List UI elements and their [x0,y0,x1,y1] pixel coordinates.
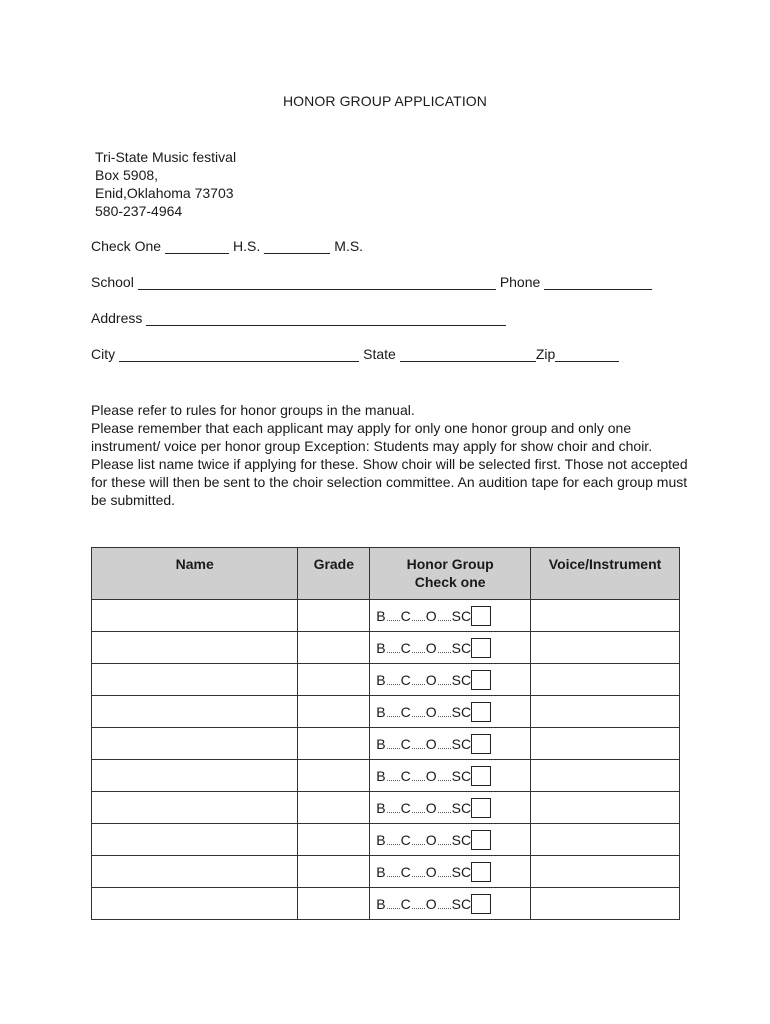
grade-cell[interactable] [298,856,370,888]
address-field[interactable] [146,313,506,326]
option-c-blank[interactable] [412,610,425,621]
table-row [92,888,680,920]
option-o-blank[interactable] [438,610,451,621]
option-c-label: C [400,735,411,752]
option-b-blank[interactable] [387,642,400,653]
table-row [92,760,680,792]
grade-cell[interactable] [298,632,370,664]
option-b-blank[interactable] [387,610,400,621]
grade-cell[interactable] [298,728,370,760]
option-b-label: B [376,703,386,720]
option-sc-checkbox[interactable] [471,798,491,818]
grade-cell[interactable] [298,888,370,920]
option-b-label: B [376,799,386,816]
instructions [91,401,691,509]
option-c-label: C [400,799,411,816]
honor-group-options [370,664,530,695]
address-label: Address [91,310,143,326]
option-sc-checkbox[interactable] [471,830,491,850]
option-o-label: O [425,831,437,848]
option-c-blank[interactable] [412,770,425,781]
option-o-label: O [425,799,437,816]
phone-label: Phone [499,274,541,290]
voice-instrument-cell[interactable] [531,824,680,856]
table-row [92,856,680,888]
option-o-blank[interactable] [438,738,451,749]
option-b-blank[interactable] [387,802,400,813]
option-c-label: C [400,863,411,880]
name-cell[interactable] [92,824,298,856]
page-title: HONOR GROUP APPLICATION [282,93,488,109]
option-sc-label: SC [451,831,472,848]
option-b-blank[interactable] [387,898,400,909]
header-honor-group-line1: Honor Group [406,556,494,572]
zip-label: Zip [535,346,556,362]
table-body [92,600,680,920]
option-b-blank[interactable] [387,770,400,781]
grade-cell[interactable] [298,760,370,792]
honor-group-options [370,824,530,855]
option-b-label: B [376,895,386,912]
name-cell[interactable] [92,728,298,760]
option-c-label: C [400,607,411,624]
option-c-label: C [400,831,411,848]
instructions-line-1: Please refer to rules for honor groups in the manual. [91,402,415,418]
voice-instrument-cell[interactable] [531,760,680,792]
option-c-blank[interactable] [412,802,425,813]
zip-field[interactable] [555,349,619,362]
option-c-blank[interactable] [412,866,425,877]
honor-group-cell [370,728,531,760]
school-row [91,274,656,290]
option-c-label: C [400,895,411,912]
table-row [92,696,680,728]
table-row [92,728,680,760]
honor-group-cell [370,824,531,856]
honor-group-cell [370,664,531,696]
option-o-blank[interactable] [438,770,451,781]
honor-group-cell [370,696,531,728]
address-line-1: Tri-State Music festival [95,149,237,165]
ms-blank[interactable] [264,241,330,254]
option-sc-checkbox[interactable] [471,606,491,626]
voice-instrument-cell[interactable] [531,728,680,760]
state-label: State [363,346,396,362]
table-row [92,664,680,696]
header-voice-instrument: Voice/Instrument [531,548,680,600]
honor-group-options [370,600,530,631]
applicant-table [91,547,680,920]
option-sc-checkbox[interactable] [471,638,491,658]
option-sc-label: SC [451,799,472,816]
voice-instrument-cell[interactable] [531,888,680,920]
table-row [92,792,680,824]
address-line-2: Box 5908, [95,167,159,183]
option-b-blank[interactable] [387,706,400,717]
option-b-blank[interactable] [387,738,400,749]
name-cell[interactable] [92,856,298,888]
option-c-blank[interactable] [412,834,425,845]
honor-group-cell [370,600,531,632]
table-row [92,600,680,632]
name-cell[interactable] [92,760,298,792]
option-sc-label: SC [451,671,472,688]
option-o-label: O [425,735,437,752]
name-cell[interactable] [92,792,298,824]
option-c-label: C [400,639,411,656]
option-b-label: B [376,607,386,624]
option-sc-label: SC [451,863,472,880]
voice-instrument-cell[interactable] [531,792,680,824]
option-o-blank[interactable] [438,898,451,909]
check-one-label: Check One [91,238,162,254]
name-cell[interactable] [92,664,298,696]
honor-group-options [370,792,530,823]
option-o-blank[interactable] [438,706,451,717]
option-o-blank[interactable] [438,802,451,813]
option-sc-label: SC [451,895,472,912]
voice-instrument-cell[interactable] [531,856,680,888]
option-b-blank[interactable] [387,866,400,877]
name-cell[interactable] [92,696,298,728]
option-o-label: O [425,863,437,880]
option-o-blank[interactable] [438,674,451,685]
organizer-address [95,148,236,220]
honor-group-options [370,856,530,887]
address-line-3: Enid,Oklahoma 73703 [95,185,234,201]
hs-label: H.S. [233,238,261,254]
option-b-label: B [376,639,386,656]
option-c-blank[interactable] [412,674,425,685]
voice-instrument-cell[interactable] [531,632,680,664]
voice-instrument-cell[interactable] [531,600,680,632]
address-line-4: 580-237-4964 [95,203,183,219]
voice-instrument-cell[interactable] [531,696,680,728]
option-b-label: B [376,735,386,752]
option-o-label: O [425,639,437,656]
honor-group-cell [370,856,531,888]
option-sc-label: SC [451,735,472,752]
honor-group-cell [370,888,531,920]
table-header-row [92,548,680,600]
option-b-blank[interactable] [387,834,400,845]
option-b-label: B [376,831,386,848]
grade-cell[interactable] [298,792,370,824]
option-o-label: O [425,767,437,784]
option-c-label: C [400,671,411,688]
option-c-blank[interactable] [412,642,425,653]
option-c-blank[interactable] [412,738,425,749]
option-o-label: O [425,671,437,688]
option-c-blank[interactable] [412,706,425,717]
phone-field[interactable] [544,277,652,290]
option-b-label: B [376,767,386,784]
option-c-blank[interactable] [412,898,425,909]
option-b-label: B [376,863,386,880]
option-sc-label: SC [451,767,472,784]
option-o-label: O [425,703,437,720]
option-sc-checkbox[interactable] [471,702,491,722]
table-row [92,824,680,856]
option-o-label: O [425,895,437,912]
city-field[interactable] [119,349,359,362]
hs-blank[interactable] [165,241,229,254]
grade-cell[interactable] [298,600,370,632]
name-cell[interactable] [92,632,298,664]
option-o-blank[interactable] [438,834,451,845]
option-sc-label: SC [451,639,472,656]
option-o-label: O [425,607,437,624]
voice-instrument-cell[interactable] [531,664,680,696]
option-sc-checkbox[interactable] [471,766,491,786]
option-sc-checkbox[interactable] [471,734,491,754]
name-cell[interactable] [92,888,298,920]
option-sc-label: SC [451,703,472,720]
instructions-paragraph: Please remember that each applicant may apply for only one honor group and only one instrument/ voice per honor group Exception: Students may apply for show choir and choir. Please list name twice if applying for these. Show choir will be selected first. Those not accepted for these will then be sent to the choir selection committee. An audition tape for each group must be submitted. [91,420,688,508]
header-honor-group-line2: Check one [414,574,486,590]
ms-label: M.S. [334,238,364,254]
honor-group-options [370,888,530,919]
option-sc-label: SC [451,607,472,624]
honor-group-cell [370,792,531,824]
option-b-label: B [376,671,386,688]
honor-group-options [370,696,530,727]
option-sc-checkbox[interactable] [471,894,491,914]
option-b-blank[interactable] [387,674,400,685]
state-field[interactable] [400,349,536,362]
name-cell[interactable] [92,600,298,632]
honor-group-cell [370,760,531,792]
option-o-blank[interactable] [438,642,451,653]
option-sc-checkbox[interactable] [471,862,491,882]
honor-group-options [370,728,530,759]
honor-group-cell [370,632,531,664]
honor-group-options [370,632,530,663]
check-one-row [91,238,363,254]
city-label: City [91,346,116,362]
header-name: Name [92,548,298,600]
grade-cell[interactable] [298,824,370,856]
header-grade: Grade [298,548,370,600]
table-row [92,632,680,664]
city-row [91,346,623,362]
address-row [91,310,510,326]
header-honor-group [370,548,531,600]
grade-cell[interactable] [298,696,370,728]
option-o-blank[interactable] [438,866,451,877]
school-field[interactable] [138,277,496,290]
honor-group-options [370,760,530,791]
option-c-label: C [400,703,411,720]
grade-cell[interactable] [298,664,370,696]
option-c-label: C [400,767,411,784]
school-label: School [91,274,134,290]
option-sc-checkbox[interactable] [471,670,491,690]
